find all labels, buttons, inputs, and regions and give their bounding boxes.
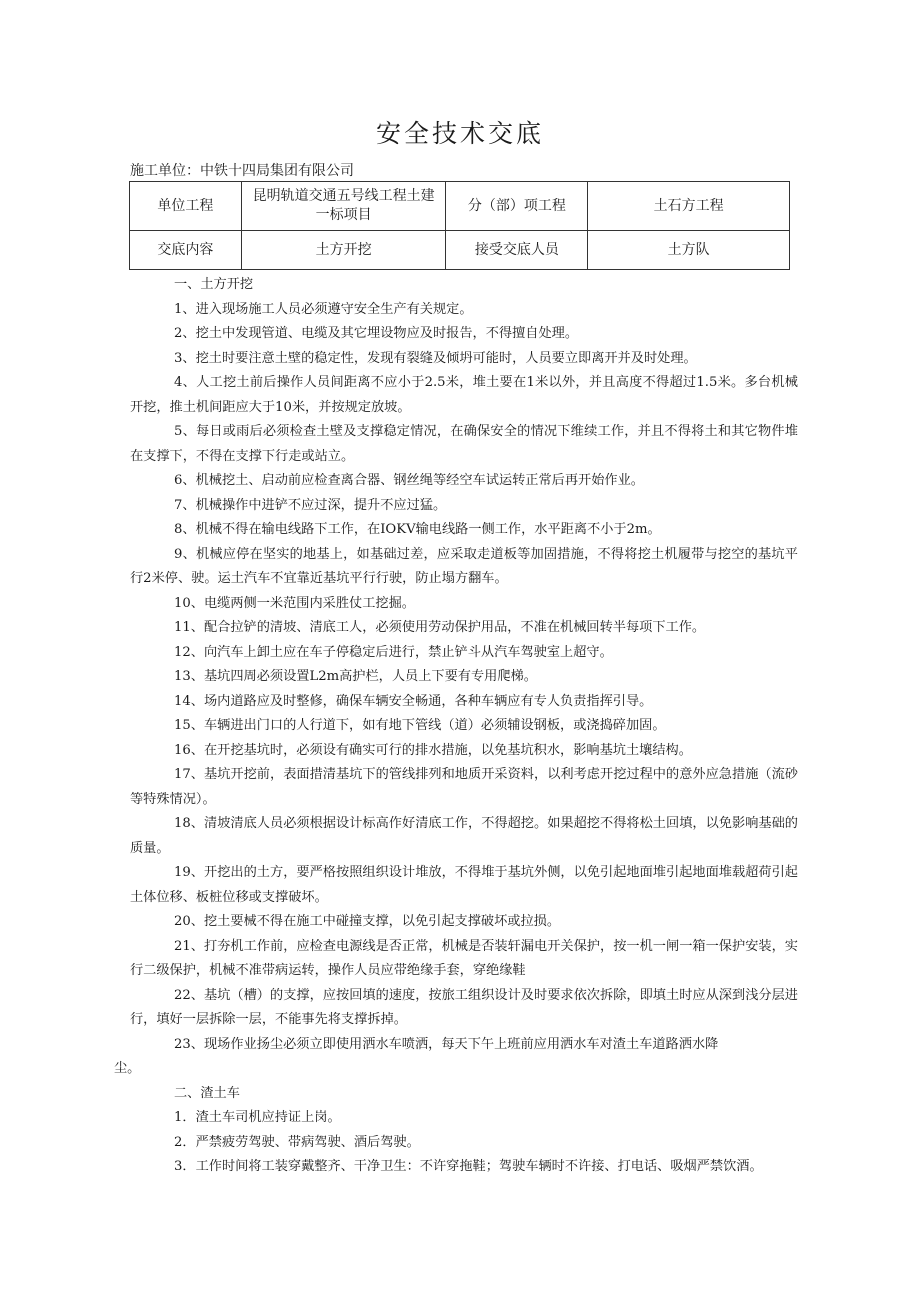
list-item: 15、车辆进出门口的人行道下，如有地下管线（道）必须辅设钢板，或浇捣碎加固。 (174, 718, 666, 733)
list-item: 2、挖土中发现管道、电缆及其它埋设物应及时报告，不得擅自处理。 (174, 326, 579, 341)
receiver-value: 土方队 (588, 231, 790, 270)
list-item: 9、机械应停在坚实的地基上，如基础过差，应采取走道板等加固措施，不得将挖土机履带与挖空的基坑平行2米停、驶。运土汽车不宜靠近基坑平行行驶，防止塌方翻车。 (130, 546, 798, 586)
list-item: 17、基坑开挖前，表面措清基坑下的管线排列和地质开采资料，以利考虑开挖过程中的意外应急措施（流砂等特殊情况）。 (130, 767, 798, 807)
list-item: 21、打夯机工作前，应检查电源线是否正常，机械是否装轩漏电开关保护，按一机一闸一箱一保护安装，实行二级保护，机械不准带病运转，操作人员应带绝缘手套，穿绝缘鞋 (130, 938, 798, 978)
list-item: 4、人工挖土前后操作人员间距离不应小于2.5米，堆土要在1米以外，并且高度不得超过1.5米。多台机械开挖，推土机间距应大于10米，并按规定放坡。 (130, 375, 798, 415)
section-heading: 二、渣土车 (174, 1085, 240, 1101)
table-row (130, 182, 790, 231)
list-item: 7、机械操作中进铲不应过深，提升不应过猛。 (174, 497, 447, 513)
unit-project-value: 昆明轨道交通五号线工程土建一标项目 (241, 182, 446, 231)
section-heading: 一、土方开挖 (174, 277, 254, 292)
construction-unit: 施工单位：中铁十四局集团有限公司 (130, 163, 354, 179)
info-table (129, 181, 790, 270)
list-item: 6、机械挖土、启动前应检查离合器、钢丝绳等经空车试运转正常后再开始作业。 (174, 473, 644, 488)
content-label: 交底内容 (130, 231, 242, 270)
list-item: 1．渣土车司机应持证上岗。 (174, 1110, 341, 1125)
list-item: 13、基坑四周必须设置L2m高护栏，人员上下要有专用爬梯。 (174, 669, 537, 684)
list-item: 10、电缆两侧一米范围内采胜仗工挖掘。 (174, 595, 415, 611)
list-item: 1、进入现场施工人员必须遵守安全生产有关规定。 (174, 301, 473, 317)
list-item: 8、机械不得在输电线路下工作，在IOKV输电线路一侧工作，水平距离不小于2m。 (174, 522, 661, 537)
sub-project-label: 分（部）项工程 (446, 182, 588, 231)
receiver-label: 接受交底人员 (446, 231, 588, 270)
list-item: 16、在开挖基坑时，必须设有确实可行的排水措施，以免基坑积水，影响基坑土壤结构。 (174, 742, 692, 758)
list-item: 3、挖土时要注意土壁的稳定性，发现有裂缝及倾坍可能时，人员要立即离开并及时处理。 (174, 350, 697, 366)
list-item: 20、挖土要械不得在施工中碰撞支撑，以免引起支撑破坏或拉损。 (174, 914, 561, 929)
list-item: 14、场内道路应及时整修，确保车辆安全畅通，各种车辆应有专人负责指挥引导。 (174, 693, 653, 709)
list-item: 22、基坑（槽）的支撑，应按回填的速度，按旅工组织设计及时要求依次拆除，即填土时应从深到浅分层进行，填好一层拆除一层，不能事先将支撑拆掉。 (130, 987, 798, 1027)
table-row (130, 231, 790, 270)
unit-project-label: 单位工程 (130, 182, 242, 231)
list-item: 11、配合拉铲的清坡、清底工人，必须使用劳动保护用品，不准在机械回转半每项下工作。 (174, 620, 706, 635)
list-item: 12、向汽车上卸土应在车子停稳定后进行，禁止铲斗从汽车驾驶室上超守。 (174, 644, 613, 660)
document-body (114, 273, 798, 1180)
list-item-continuation: 尘。 (114, 1061, 141, 1076)
list-item: 2．严禁疲劳驾驶、带病驾驶、酒后驾驶。 (174, 1134, 420, 1150)
list-item: 19、开挖出的土方，要严格按照组织设计堆放，不得堆于基坑外侧，以免引起地面堆引起地面堆载超荷引起土体位移、板桩位移或支撑破坏。 (130, 865, 798, 905)
document-title: 安全技术交底 (375, 119, 544, 148)
list-item: 5、每日或雨后必须检查土壁及支撑稳定情况，在确保安全的情况下维续工作，并且不得将土和其它物件堆在支撑下，不得在支撑下行走或站立。 (130, 424, 798, 464)
list-item: 3．工作时间将工装穿戴整齐、干净卫生：不许穿拖鞋；驾驶车辆时不许接、打电话、吸烟严禁饮酒。 (174, 1159, 763, 1174)
sub-project-value: 土石方工程 (588, 182, 790, 231)
list-item: 18、清坡清底人员必须根据设计标高作好清底工作，不得超挖。如果超挖不得将松土回填，以免影响基础的质量。 (130, 816, 798, 856)
content-value: 土方开挖 (241, 231, 446, 270)
list-item: 23、现场作业扬尘必须立即使用洒水车喷洒，每天下午上班前应用洒水车对渣土车道路洒水降 (174, 1036, 719, 1052)
